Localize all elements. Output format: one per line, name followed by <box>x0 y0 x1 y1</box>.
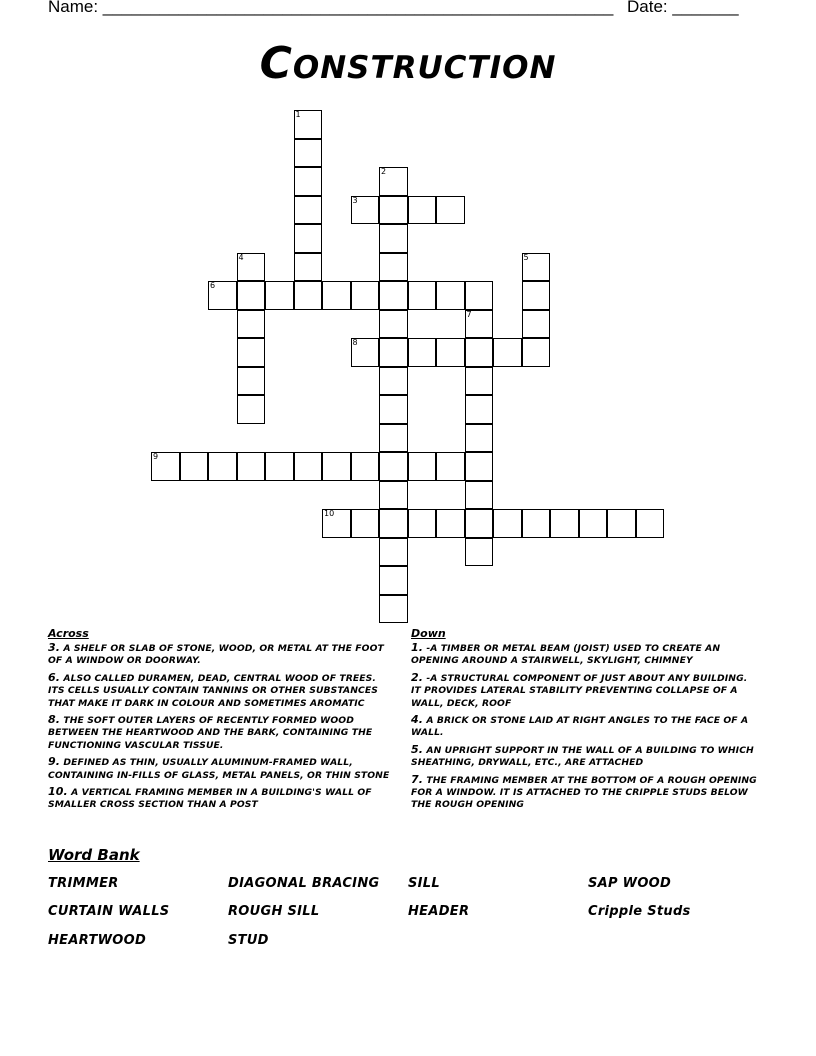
clue-across-3 <box>48 642 394 668</box>
grid-cell[interactable] <box>151 452 180 481</box>
word-bank-item: CURTAIN WALLS <box>48 904 170 919</box>
grid-cell[interactable] <box>579 509 608 538</box>
cell-number: 4 <box>238 252 244 262</box>
clue-text: A SHELF OR SLAB OF STONE, WOOD, OR METAL AT THE FOOT OF A WINDOW OR DOORWAY. <box>48 643 384 667</box>
word-bank-item: HEARTWOOD <box>48 933 147 948</box>
grid-cell[interactable] <box>379 509 408 538</box>
grid-cell[interactable] <box>522 281 551 310</box>
grid-cell[interactable] <box>636 509 665 538</box>
grid-cell[interactable] <box>322 452 351 481</box>
cell-number: 7 <box>466 309 472 319</box>
grid-cell[interactable] <box>265 452 294 481</box>
grid-cell[interactable] <box>322 281 351 310</box>
grid-cell[interactable] <box>294 253 323 282</box>
grid-cell[interactable] <box>379 310 408 339</box>
clue-down-4 <box>411 714 757 740</box>
grid-cell[interactable] <box>379 338 408 367</box>
grid-cell[interactable] <box>436 509 465 538</box>
grid-cell[interactable] <box>237 253 266 282</box>
grid-cell[interactable] <box>237 281 266 310</box>
word-bank-item: SAP WOOD <box>588 876 672 891</box>
word-bank-item: STUD <box>228 933 269 948</box>
grid-cell[interactable] <box>465 395 494 424</box>
grid-cell[interactable] <box>465 538 494 567</box>
clue-number: 8. <box>48 713 61 727</box>
grid-cell[interactable] <box>351 509 380 538</box>
grid-cell[interactable] <box>408 509 437 538</box>
word-bank-item: SILL <box>408 876 440 891</box>
grid-cell[interactable] <box>208 452 237 481</box>
cell-number: 10 <box>324 509 335 518</box>
grid-cell[interactable] <box>522 338 551 367</box>
grid-cell[interactable] <box>237 367 266 396</box>
grid-cell[interactable] <box>379 395 408 424</box>
clue-down-7 <box>411 774 757 812</box>
clue-number: 4. <box>411 713 424 727</box>
grid-cell[interactable] <box>465 509 494 538</box>
grid-cell[interactable] <box>294 139 323 168</box>
grid-cell[interactable] <box>294 110 323 139</box>
clue-text: DEFINED AS THIN, USUALLY ALUMINUM-FRAMED WALL, CONTAINING IN-FILLS OF GLASS, METAL PANELS, OR THIN STONE <box>48 757 390 781</box>
clue-number: 3. <box>48 641 61 654</box>
cell-number: 8 <box>352 338 358 347</box>
grid-cell[interactable] <box>379 281 408 310</box>
clue-text: ALSO CALLED DURAMEN, DEAD, CENTRAL WOOD OF TREES. ITS CELLS USUALLY CONTAIN TANNINS OR OTHER SUBSTANCES THAT MAKE IT DARK IN COLOUR AND SOMETIMES AROMATIC <box>48 672 378 709</box>
word-bank-item: Cripple Studs <box>588 904 691 919</box>
page-title: Construction <box>259 38 557 89</box>
grid-cell[interactable] <box>379 367 408 396</box>
grid-cell[interactable] <box>379 538 408 567</box>
grid-cell[interactable] <box>237 452 266 481</box>
clue-across-10 <box>48 786 394 812</box>
grid-cell[interactable] <box>436 338 465 367</box>
grid-cell[interactable] <box>465 424 494 453</box>
grid-cell[interactable] <box>522 310 551 339</box>
grid-cell[interactable] <box>265 281 294 310</box>
word-bank-item: HEADER <box>408 904 470 919</box>
clue-text: THE FRAMING MEMBER AT THE BOTTOM OF A ROUGH OPENING FOR A WINDOW. IT IS ATTACHED TO THE CRIPPLE STUDS BELOW THE ROUGH OPENING <box>411 774 757 811</box>
grid-cell[interactable] <box>465 310 494 339</box>
down-heading: Down <box>411 627 446 640</box>
grid-cell[interactable] <box>379 167 408 196</box>
clue-across-6 <box>48 672 394 710</box>
grid-cell[interactable] <box>379 481 408 510</box>
clue-number: 1. <box>411 641 424 654</box>
grid-cell[interactable] <box>465 452 494 481</box>
grid-cell[interactable] <box>436 196 465 225</box>
clue-text: -A STRUCTURAL COMPONENT OF JUST ABOUT ANY BUILDING. IT PROVIDES LATERAL STABILITY PREVENTING COLLAPSE OF A WALL, DECK, ROOF <box>411 672 748 709</box>
grid-cell[interactable] <box>294 196 323 225</box>
grid-cell[interactable] <box>237 395 266 424</box>
cell-number: 6 <box>210 281 216 290</box>
grid-cell[interactable] <box>237 338 266 367</box>
grid-cell[interactable] <box>493 338 522 367</box>
clue-text: A BRICK OR STONE LAID AT RIGHT ANGLES TO THE FACE OF A WALL. <box>411 715 749 739</box>
grid-cell[interactable] <box>522 509 551 538</box>
across-clues <box>48 627 394 816</box>
grid-cell[interactable] <box>465 367 494 396</box>
grid-cell[interactable] <box>294 167 323 196</box>
grid-cell[interactable] <box>379 224 408 253</box>
cell-number: 1 <box>295 110 301 119</box>
clue-number: 2. <box>411 670 424 684</box>
grid-cell[interactable] <box>408 452 437 481</box>
cell-number: 5 <box>523 252 529 262</box>
clue-number: 9. <box>48 755 61 769</box>
grid-cell[interactable] <box>522 253 551 282</box>
grid-cell[interactable] <box>408 338 437 367</box>
clue-across-8 <box>48 714 394 752</box>
grid-cell[interactable] <box>408 281 437 310</box>
grid-cell[interactable] <box>237 310 266 339</box>
grid-cell[interactable] <box>351 338 380 367</box>
grid-cell[interactable] <box>493 509 522 538</box>
grid-cell[interactable] <box>379 452 408 481</box>
grid-cell[interactable] <box>208 281 237 310</box>
grid-cell[interactable] <box>465 281 494 310</box>
across-heading: Across <box>48 627 89 640</box>
grid-cell[interactable] <box>465 481 494 510</box>
clue-number: 5. <box>411 742 424 756</box>
grid-cell[interactable] <box>436 452 465 481</box>
clue-across-9 <box>48 756 394 782</box>
grid-cell[interactable] <box>294 281 323 310</box>
grid-cell[interactable] <box>379 196 408 225</box>
grid-cell[interactable] <box>351 196 380 225</box>
grid-cell[interactable] <box>379 424 408 453</box>
cell-number: 9 <box>153 452 159 461</box>
clue-down-5 <box>411 744 757 770</box>
cell-number: 3 <box>352 195 358 205</box>
grid-cell[interactable] <box>351 452 380 481</box>
grid-cell[interactable] <box>351 281 380 310</box>
grid-cell[interactable] <box>550 509 579 538</box>
grid-cell[interactable] <box>607 509 636 538</box>
grid-cell[interactable] <box>379 566 408 595</box>
grid-cell[interactable] <box>322 509 351 538</box>
clue-down-2 <box>411 672 757 710</box>
word-bank-item: DIAGONAL BRACING <box>228 876 380 891</box>
date-field[interactable]: Date: _______ <box>627 0 739 16</box>
clue-text: A VERTICAL FRAMING MEMBER IN A BUILDING'S WALL OF SMALLER CROSS SECTION THAN A POST <box>48 787 372 811</box>
clue-text: AN UPRIGHT SUPPORT IN THE WALL OF A BUILDING TO WHICH SHEATHING, DRYWALL, ETC., ARE ATTACHED <box>411 744 754 769</box>
grid-cell[interactable] <box>436 281 465 310</box>
name-field[interactable]: Name: ______________________________________________________ <box>48 0 614 16</box>
grid-cell[interactable] <box>294 224 323 253</box>
cell-number: 2 <box>381 167 387 176</box>
grid-cell[interactable] <box>294 452 323 481</box>
clue-text: -A TIMBER OR METAL BEAM (JOIST) USED TO CREATE AN OPENING AROUND A STAIRWELL, SKYLIGHT, CHIMNEY <box>411 643 721 667</box>
grid-cell[interactable] <box>465 338 494 367</box>
word-bank-title: Word Bank <box>48 846 140 864</box>
grid-cell[interactable] <box>180 452 209 481</box>
grid-cell[interactable] <box>379 595 408 624</box>
clue-number: 7. <box>411 772 424 786</box>
down-clues <box>411 627 757 816</box>
clue-down-1 <box>411 642 757 668</box>
grid-cell[interactable] <box>408 196 437 225</box>
word-bank-item: ROUGH SILL <box>228 904 320 919</box>
clue-number: 10. <box>48 785 68 799</box>
word-bank-item: TRIMMER <box>48 876 119 891</box>
clue-text: THE SOFT OUTER LAYERS OF RECENTLY FORMED WOOD BETWEEN THE HEARTWOOD AND THE BARK, CONTAINING THE FUNCTIONING VASCULAR TISSUE. <box>48 715 373 751</box>
grid-cell[interactable] <box>379 253 408 282</box>
clue-number: 6. <box>48 670 61 684</box>
